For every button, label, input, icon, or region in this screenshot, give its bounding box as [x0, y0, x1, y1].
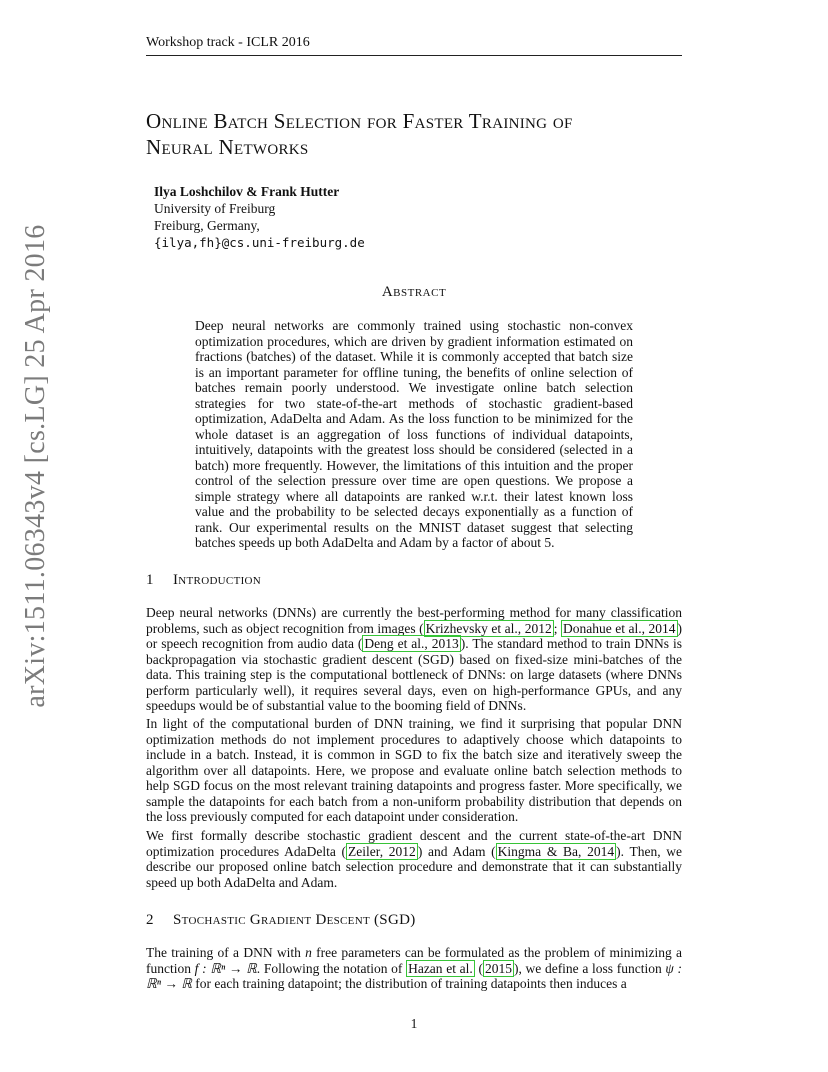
citation-link[interactable]: Zeiler, 2012 — [348, 843, 416, 859]
section-title: Stochastic Gradient Descent (SGD) — [173, 912, 416, 928]
author-affiliation: University of Freiburg — [154, 201, 276, 216]
running-header — [146, 34, 682, 56]
text-run: ; — [553, 620, 561, 636]
author-names: Ilya Loshchilov & Frank Hutter — [154, 184, 340, 199]
text-run: for each training datapoint; the distribution of training datapoints then induces a — [191, 976, 627, 991]
text-run: Deep neural networks (DNNs) are currently the best-performing method for many classification problems, such as object recognition from images ( — [146, 605, 682, 636]
intro-paragraph-1 — [146, 605, 682, 714]
text-run: The training of a DNN with — [146, 945, 306, 960]
text-run: ). The standard method to train DNNs is backpropagation via stochastic gradient descent (SGD) based on fixed-size mini-batches of the data. This training step is the computational bottleneck of DNNs: on large datasets (where DNNs perform particularly well), it requires several days, even on high-performance GPUs, and any speedups would be of substantial value to the booming field of DNNs. — [146, 636, 682, 713]
text-run: ), we define a loss function — [513, 960, 666, 976]
intro-paragraph-2: In light of the computational burden of DNN training, we find it surprising that popular DNN optimization methods do not implement procedures to adaptively choose which datapoints to include in a batch. Instead, it is common in SGD to fix the batch size and iteratively sweep the algorithm over all datapoints. Here, we propose and evaluate online batch selection methods to help SGD focus on the most relevant training datapoints and progress faster. More specifically, we sample the datapoints for each batch from a non-uniform probability distribution that depends on the loss previously computed for each datapoint under consideration. — [146, 716, 682, 824]
citation-link[interactable]: Deng et al., 2013 — [364, 636, 459, 651]
title-line-2: Neural Networks — [146, 135, 309, 159]
author-location: Freiburg, Germany, — [154, 218, 260, 233]
text-run: ) and Adam ( — [417, 843, 496, 859]
text-run: ) or speech recognition from audio data ( — [146, 620, 683, 651]
text-run: . Following the notation of — [256, 960, 407, 976]
arxiv-sidebar-stamp — [16, 224, 56, 708]
text-run: We first formally describe stochastic gradient descent and the current state-of-the-art DNN optimization procedures AdaDelta ( — [146, 828, 682, 859]
text-run: free parameters can be formulated as the problem of minimizing a function — [146, 945, 683, 976]
page-number: 1 — [410, 1016, 418, 1031]
section-1-heading — [146, 571, 682, 589]
citation-link[interactable]: 2015 — [484, 960, 512, 976]
author-block — [154, 183, 554, 251]
citation-link[interactable]: Hazan et al. — [408, 960, 473, 976]
citation-link[interactable]: Kingma & Ba, 2014 — [497, 843, 615, 859]
section-2-heading — [146, 911, 682, 929]
arxiv-id: arXiv:1511.06343v4 [cs.LG] 25 Apr 2016 — [20, 224, 51, 708]
math-symbol: n — [305, 945, 312, 960]
paper-title — [146, 108, 706, 160]
author-email: {ilya,fh}@cs.uni-freiburg.de — [154, 235, 365, 250]
sgd-paragraph-1 — [146, 945, 682, 992]
citation-link[interactable]: Donahue et al., 2014 — [562, 620, 676, 636]
math-expression: ψ : ℝⁿ → ℝ — [146, 960, 682, 991]
abstract-text: Deep neural networks are commonly trained using stochastic non-convex optimization procedures, which are driven by gradient information estimated on fractions (batches) of the dataset. While it is commonly accepted that batch size is an important parameter for offline tuning, the benefits of online selection of batches remain poorly understood. We investigate online batch selection strategies for two state-of-the-art methods of stochastic gradient-based optimization, AdaDelta and Adam. As the loss function to be minimized for the whole dataset is an aggregation of loss functions of individual datapoints, intuitively, datapoints with the greatest loss should be considered (selected in a batch) more frequently. However, the limitations of this intuition and the proper control of the selection pressure over time are open questions. We propose a simple strategy where all datapoints are ranked w.r.t. their latest known loss value and the probability to be selected decays exponentially as a function of rank. Our experimental results on the MNIST dataset suggest that selecting batches speeds up both AdaDelta and Adam by a factor of about 5. — [195, 318, 633, 550]
section-number: 2 — [146, 912, 154, 928]
text-run: ). Then, we describe our proposed online batch selection procedure and demonstrate that it can substantially speed up both AdaDelta and Adam. — [146, 843, 683, 890]
section-number: 1 — [146, 572, 154, 588]
math-expression: f : ℝⁿ → ℝ — [194, 960, 257, 976]
title-line-1: Online Batch Selection for Faster Training of — [146, 109, 573, 133]
citation-link[interactable]: Krizhevsky et al., 2012 — [425, 620, 552, 636]
intro-paragraph-3 — [146, 828, 682, 890]
text-run: ( — [474, 960, 483, 976]
abstract-heading: Abstract — [381, 284, 447, 300]
venue-text: Workshop track - ICLR 2016 — [146, 35, 310, 50]
section-title: Introduction — [173, 572, 262, 588]
